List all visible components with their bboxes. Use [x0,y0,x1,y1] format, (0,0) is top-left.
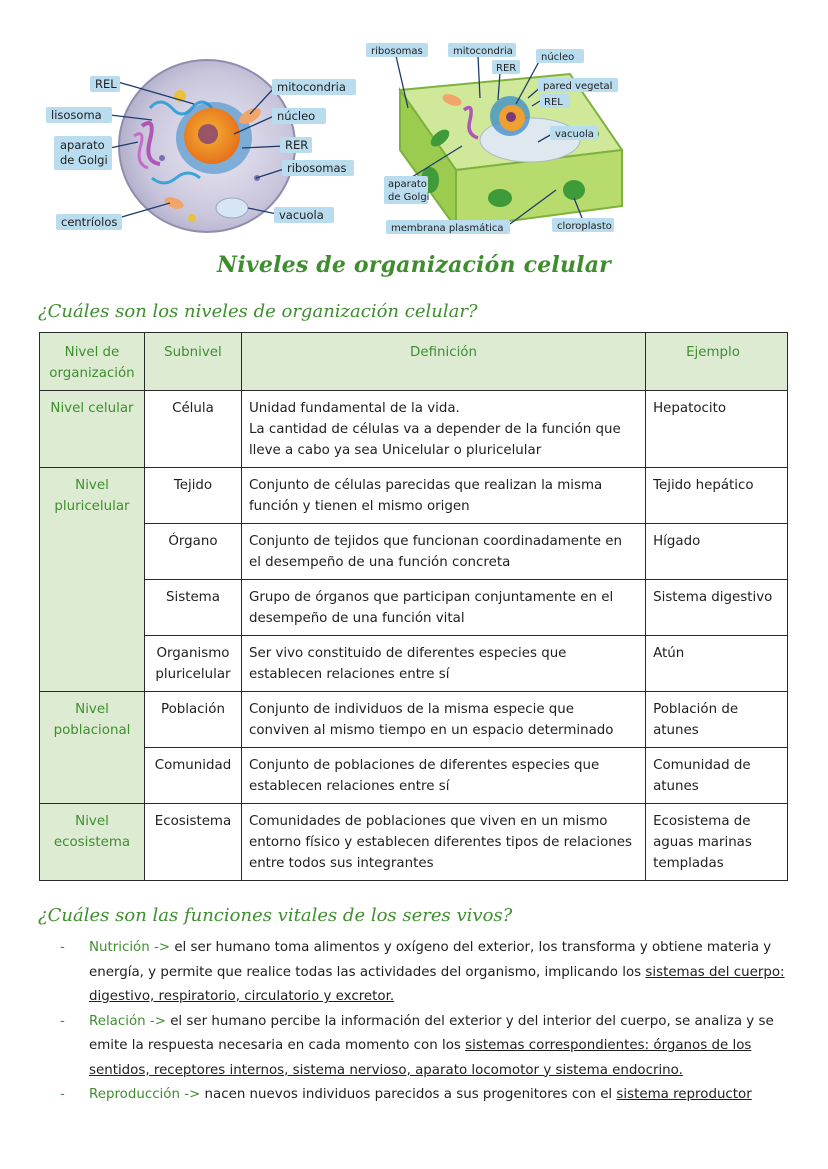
definition-cell: Conjunto de células parecidas que realizan la misma función y tienen el mismo origen [241,468,645,524]
header-sublevel: Subnivel [144,333,241,391]
list-dash: - [60,940,65,955]
header-level: Nivel de organización [40,333,145,391]
label-nucleo: núcleo [277,109,316,123]
list-dash: - [60,1087,65,1102]
level-cell: Nivel pluricelular [40,468,145,692]
list-item [60,1083,790,1108]
example-cell: Población de atunes [646,692,788,748]
definition-cell: Ser vivo constituido de diferentes especies que establecen relaciones entre sí [241,636,645,692]
function-text: nacen nuevos individuos parecidos a sus progenitores con el [200,1087,617,1102]
page-title: Niveles de organización celular [217,252,611,278]
level-cell: Nivel poblacional [40,692,145,804]
example-cell: Ecosistema de aguas marinas templadas [646,804,788,881]
definition-line: La cantidad de células va a depender de la función que lleve a cabo ya sea Unicelular o pluricelular [248,422,621,458]
sublevel-cell: Célula [144,391,241,468]
definition-cell: Comunidades de poblaciones que viven en un mismo entorno físico y establecen diferentes tipos de relaciones entre todos sus integrantes [241,804,645,881]
function-systems: sistema reproductor [616,1087,752,1102]
vital-functions-list [60,936,790,1108]
plant-cell-diagram [360,38,630,243]
label-centriolos: centríolos [61,215,118,229]
levels-table [39,332,788,881]
list-item [60,1010,790,1084]
table-row [40,804,788,881]
plant-label-aparato: aparato [388,179,427,190]
plant-cell-illustration [360,38,630,243]
function-systems: sistemas correspondientes: órganos de los sentidos, receptores internos, sistema nervioso, aparato locomotor y sistema endocrino. [89,1038,752,1078]
list-item [60,936,790,1010]
function-name: Reproducción -> [89,1087,201,1102]
animal-cell-illustration [42,38,360,243]
label-mitocondria: mitocondria [277,80,346,94]
table-row [40,468,788,524]
definition-cell: Conjunto de poblaciones de diferentes especies que establecen relaciones entre sí [241,748,645,804]
question-functions: ¿Cuáles son las funciones vitales de los seres vivos? [38,905,513,926]
plant-label-ribosomas: ribosomas [371,46,423,57]
animal-cell-diagram [42,38,360,243]
definition-cell [241,391,645,468]
example-cell: Sistema digestivo [646,580,788,636]
header-example: Ejemplo [646,333,788,391]
function-text: el ser humano percibe la información del exterior y del interior del cuerpo, se analiza y se emite la respuesta necesaria en cada momento con los [89,1013,774,1053]
table-header-row [40,333,788,391]
label-golgi: de Golgi [60,153,108,167]
definition-cell: Conjunto de individuos de la misma especie que conviven al mismo tiempo en un espacio determinado [241,692,645,748]
sublevel-cell: Población [144,692,241,748]
label-rel: REL [95,77,117,91]
example-cell: Atún [646,636,788,692]
sublevel-cell: Ecosistema [144,804,241,881]
level-cell: Nivel ecosistema [40,804,145,881]
table-row [40,636,788,692]
question-levels: ¿Cuáles son los niveles de organización celular? [38,301,478,322]
plant-label-rer: RER [496,63,517,74]
example-cell: Hígado [646,524,788,580]
label-ribosomas: ribosomas [287,161,347,175]
list-dash: - [60,1013,65,1029]
plant-label-vacuola: vacuola [555,129,594,140]
label-lisosoma: lisosoma [51,108,102,122]
label-rer: RER [285,138,309,152]
header-definition: Definición [241,333,645,391]
level-cell: Nivel celular [40,391,145,468]
plant-label-membrana: membrana plasmática [391,223,504,234]
table-row [40,692,788,748]
sublevel-cell: Órgano [144,524,241,580]
plant-label-mitocondria: mitocondria [453,46,513,57]
example-cell: Tejido hepático [646,468,788,524]
plant-label-pared-vegetal: pared vegetal [543,81,613,92]
definition-line: Unidad fundamental de la vida. [248,401,460,416]
table-row [40,524,788,580]
function-name: Nutrición -> [89,940,171,955]
function-text: el ser humano toma alimentos y oxígeno del exterior, los transforma y obtiene materia y energía, y permite que realice todas las actividades del organismo, implicando los [89,940,772,980]
plant-label-nucleo: núcleo [541,52,575,63]
label-aparato: aparato [60,138,105,152]
definition-cell: Grupo de órganos que participan conjuntamente en el desempeño de una función vital [241,580,645,636]
sublevel-cell: Sistema [144,580,241,636]
function-name: Relación -> [89,1013,166,1029]
sublevel-cell: Tejido [144,468,241,524]
sublevel-cell: Organismo pluricelular [144,636,241,692]
table-row [40,748,788,804]
example-cell: Comunidad de atunes [646,748,788,804]
sublevel-cell: Comunidad [144,748,241,804]
label-vacuola: vacuola [279,208,324,222]
plant-label-golgi: de Golgi [388,192,430,203]
table-row [40,391,788,468]
table-row [40,580,788,636]
plant-label-rel: REL [544,97,563,108]
definition-cell: Conjunto de tejidos que funcionan coordinadamente en el desempeño de una función concreta [241,524,645,580]
example-cell: Hepatocito [646,391,788,468]
function-systems: sistemas del cuerpo: digestivo, respiratorio, circulatorio y excretor. [89,964,785,1004]
plant-label-cloroplasto: cloroplasto [557,221,612,232]
